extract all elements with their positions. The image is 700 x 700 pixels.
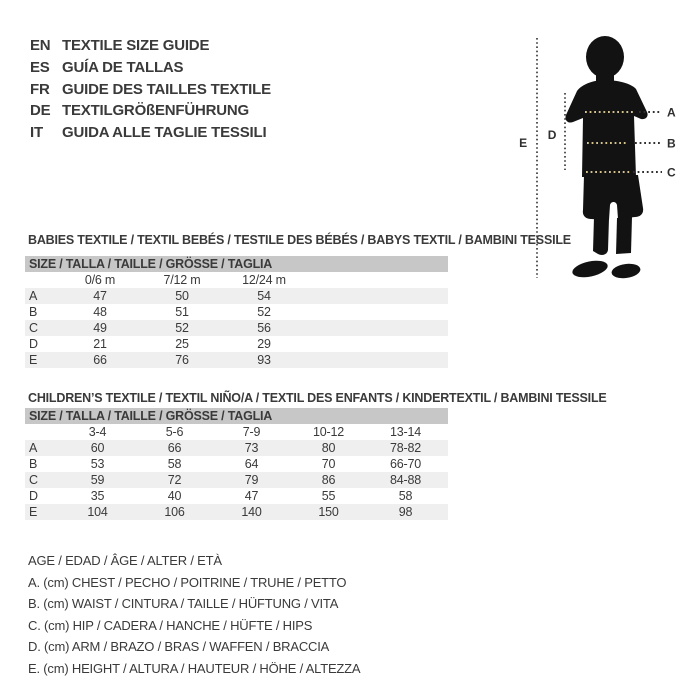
cell-value: 29 xyxy=(257,337,271,351)
column-header: 13-14 xyxy=(390,425,421,439)
row-label: C xyxy=(29,473,38,487)
table-row xyxy=(25,320,448,336)
column-header: 3-4 xyxy=(88,425,107,439)
cell-value: 52 xyxy=(175,321,189,335)
cell-value: 60 xyxy=(90,441,105,455)
language-row-it xyxy=(30,122,271,144)
cell-value: 51 xyxy=(175,305,189,319)
table-row xyxy=(25,352,448,368)
language-code: EN xyxy=(30,37,51,54)
column-header: 7/12 m xyxy=(163,273,201,287)
cell-value: 49 xyxy=(93,321,107,335)
cell-value: 84-88 xyxy=(390,473,421,487)
measurement-label-e: E xyxy=(519,136,527,150)
legend-line-height: E. (cm) HEIGHT / ALTURA / HAUTEUR / HÖHE / ALTEZZA xyxy=(28,660,361,676)
column-header: 12/24 m xyxy=(242,273,286,287)
cell-value: 70 xyxy=(321,457,336,471)
column-header: 7-9 xyxy=(242,425,261,439)
language-row-en xyxy=(30,35,271,57)
cell-value: 140 xyxy=(241,505,262,519)
guide-title: GUIDA ALLE TAGLIE TESSILI xyxy=(62,124,267,142)
cell-value: 66-70 xyxy=(390,457,421,471)
measurement-legend xyxy=(28,550,360,680)
children-column-header-row xyxy=(25,424,448,440)
babies-table-title: BABIES TEXTILE / TEXTIL BEBÉS / TESTILE DES BÉBÉS / BABYS TEXTIL / BAMBINI TESSILE xyxy=(28,233,571,247)
cell-value: 98 xyxy=(398,505,413,519)
language-row-fr xyxy=(30,79,271,101)
row-label: A xyxy=(29,441,38,455)
table-row xyxy=(25,336,448,352)
children-size-header: SIZE / TALLA / TAILLE / GRÖSSE / TAGLIA xyxy=(25,408,448,424)
guide-title: GUÍA DE TALLAS xyxy=(62,58,184,76)
cell-value: 150 xyxy=(318,505,339,519)
cell-value: 79 xyxy=(244,473,259,487)
cell-value: 78-82 xyxy=(390,441,421,455)
table-row xyxy=(25,456,448,472)
cell-value: 47 xyxy=(93,289,107,303)
cell-value: 86 xyxy=(321,473,336,487)
cell-value: 53 xyxy=(90,457,105,471)
language-code: DE xyxy=(30,102,51,120)
language-code: FR xyxy=(30,80,50,98)
babies-column-header-row xyxy=(25,272,448,288)
row-label: B xyxy=(29,457,38,471)
cell-value: 21 xyxy=(93,337,107,351)
language-code: ES xyxy=(30,58,50,76)
cell-value: 72 xyxy=(167,473,182,487)
cell-value: 76 xyxy=(175,353,189,367)
cell-value: 25 xyxy=(175,337,189,351)
row-label: E xyxy=(29,353,38,367)
table-row xyxy=(25,440,448,456)
cell-value: 58 xyxy=(398,489,413,503)
row-label: B xyxy=(29,305,38,319)
guide-title: GUIDE DES TAILLES TEXTILE xyxy=(62,80,271,98)
children-table xyxy=(25,408,448,520)
language-row-es xyxy=(30,57,271,79)
cell-value: 54 xyxy=(257,289,271,303)
language-title-list xyxy=(30,35,271,144)
cell-value: 106 xyxy=(164,505,185,519)
legend-line-waist: B. (cm) WAIST / CINTURA / TAILLE / HÜFTUNG / VITA xyxy=(28,596,339,612)
measurement-label-d: D xyxy=(547,128,557,142)
cell-value: 93 xyxy=(257,353,271,367)
column-header: 0/6 m xyxy=(84,273,116,287)
cell-value: 55 xyxy=(321,489,336,503)
guide-title: TEXTILE SIZE GUIDE xyxy=(62,37,210,54)
cell-value: 52 xyxy=(257,305,271,319)
babies-table xyxy=(25,256,448,368)
language-row-de xyxy=(30,100,271,122)
table-row xyxy=(25,472,448,488)
legend-line-arm: D. (cm) ARM / BRAZO / BRAS / WAFFEN / BRACCIA xyxy=(28,639,330,655)
measurement-label-a: A xyxy=(667,105,676,120)
measurement-label-b: B xyxy=(667,136,676,151)
cell-value: 47 xyxy=(244,489,259,503)
legend-line-age: AGE / EDAD / ÂGE / ALTER / ETÀ xyxy=(28,553,222,568)
child-silhouette xyxy=(565,36,647,280)
row-label: A xyxy=(29,289,38,303)
cell-value: 59 xyxy=(90,473,105,487)
column-header: 10-12 xyxy=(313,425,344,439)
table-row xyxy=(25,504,448,520)
row-label: D xyxy=(29,337,38,351)
children-table-title: CHILDREN’S TEXTILE / TEXTIL NIÑO/A / TEXTIL DES ENFANTS / KINDERTEXTIL / BAMBINI TESSILE xyxy=(28,391,607,405)
guide-title: TEXTILGRÖßENFÜHRUNG xyxy=(62,102,250,120)
cell-value: 66 xyxy=(93,353,107,367)
cell-value: 73 xyxy=(244,441,259,455)
babies-size-header: SIZE / TALLA / TAILLE / GRÖSSE / TAGLIA xyxy=(25,256,448,272)
cell-value: 64 xyxy=(244,457,259,471)
row-label: C xyxy=(29,321,38,335)
legend-line-hip: C. (cm) HIP / CADERA / HANCHE / HÜFTE / HIPS xyxy=(28,617,313,633)
cell-value: 104 xyxy=(87,505,108,519)
table-row xyxy=(25,304,448,320)
cell-value: 80 xyxy=(321,441,336,455)
cell-value: 56 xyxy=(257,321,271,335)
table-row xyxy=(25,488,448,504)
cell-value: 66 xyxy=(167,441,182,455)
cell-value: 50 xyxy=(175,289,189,303)
cell-value: 48 xyxy=(93,305,107,319)
measurement-label-c: C xyxy=(667,165,676,180)
cell-value: 35 xyxy=(90,489,105,503)
legend-line-chest: A. (cm) CHEST / PECHO / POITRINE / TRUHE / PETTO xyxy=(28,574,347,590)
row-label: D xyxy=(29,489,38,503)
table-row xyxy=(25,288,448,304)
cell-value: 40 xyxy=(167,489,182,503)
row-label: E xyxy=(29,505,38,519)
column-header: 5-6 xyxy=(165,425,184,439)
language-code: IT xyxy=(30,124,43,142)
cell-value: 58 xyxy=(167,457,182,471)
